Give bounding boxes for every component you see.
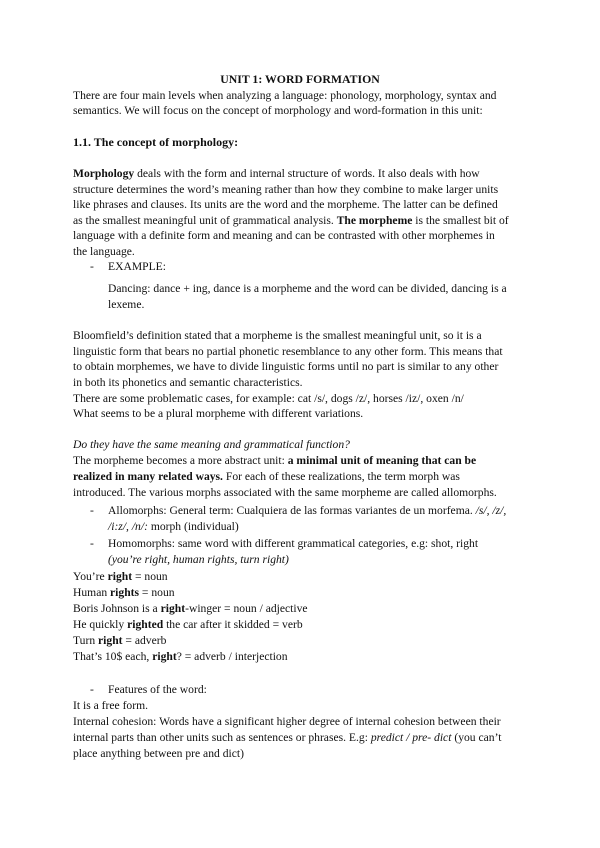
example-line-2: lexeme.	[108, 298, 145, 311]
question: Do they have the same meaning and grammatical function?	[73, 438, 350, 451]
bullet-dash: -	[90, 683, 94, 696]
bullet-dash: -	[90, 504, 94, 517]
morphology-line-6: the language.	[73, 245, 135, 258]
abstract-line-2: realized in many related ways. For each of these realizations, the term morph was	[73, 470, 460, 483]
unit-title: UNIT 1: WORD FORMATION	[220, 72, 380, 86]
morphology-line-2: structure determines the word’s meaning rather than how they combine to make larger units	[73, 183, 499, 196]
bloomfield-line-3: to obtain morphemes, we have to divide linguistic forms until no part is similar to any other	[73, 360, 499, 373]
bullet-dash: -	[90, 537, 94, 550]
features-label: Features of the word:	[108, 683, 207, 696]
right-example: Turn right = adverb	[73, 634, 167, 647]
term-morpheme: The morpheme	[336, 214, 413, 227]
morphology-line-5: language with a definite form and meaning and can be contrasted with other morphemes in	[73, 229, 495, 242]
features-line-3: internal parts than other units such as sentences or phrases. E.g: predict / pre- dict (you can’t	[73, 731, 502, 744]
homomorphs-line-1: Homomorphs: same word with different grammatical categories, e.g: shot, right	[108, 537, 479, 550]
allomorphs-line-2: /i:z/, /n/: morph (individual)	[108, 520, 239, 533]
bloomfield-line-2: linguistic form that bears no partial phonetic resemblance to any other form. This means that	[73, 345, 503, 358]
allomorphs-line-1: Allomorphs: General term: Cualquiera de las formas variantes de un morfema. /s/, /z/,	[108, 504, 507, 517]
features-line-4: place anything between pre and dict)	[73, 747, 244, 760]
term-morphology: Morphology	[73, 167, 135, 180]
bloomfield-line-5: There are some problematic cases, for example: cat /s/, dogs /z/, horses /iz/, oxen /n/	[73, 392, 464, 405]
features-line-1: It is a free form.	[73, 699, 149, 712]
homomorphs-line-2: (you’re right, human rights, turn right)	[108, 553, 289, 566]
bloomfield-line-6: What seems to be a plural morpheme with different variations.	[73, 407, 364, 420]
intro-line-2: semantics. We will focus on the concept of morphology and word-formation in this unit:	[73, 104, 483, 117]
example-line-1: Dancing: dance + ing, dance is a morpheme and the word can be divided, dancing is a	[108, 282, 507, 295]
abstract-line-3: introduced. The various morphs associated with the same morpheme are called allomorphs.	[73, 486, 497, 499]
right-example: He quickly righted the car after it skidded = verb	[73, 618, 303, 631]
morphology-line-4: as the smallest meaningful unit of grammatical analysis. The morpheme is the smallest bit of	[73, 214, 509, 227]
bloomfield-line-4: in both its phonetics and semantic characteristics.	[73, 376, 303, 389]
intro-line-1: There are four main levels when analyzing a language: phonology, morphology, syntax and	[73, 89, 497, 102]
morphology-line-1: Morphology deals with the form and internal structure of words. It also deals with how	[73, 167, 480, 180]
morphology-line-3: like phrases and clauses. Its units are the word and the morpheme. The latter can be defined	[73, 198, 498, 211]
right-example: Boris Johnson is a right-winger = noun / adjective	[73, 602, 308, 615]
right-example: Human rights = noun	[73, 586, 175, 599]
abstract-line-1: The morpheme becomes a more abstract unit: a minimal unit of meaning that can be	[73, 454, 477, 467]
right-example: That’s 10$ each, right? = adverb / interjection	[73, 650, 288, 663]
features-line-2: Internal cohesion: Words have a significant higher degree of internal cohesion between their	[73, 715, 501, 728]
bloomfield-line-1: Bloomfield’s definition stated that a morpheme is the smallest meaningful unit, so it is a	[73, 329, 482, 342]
bullet-dash: -	[90, 260, 94, 273]
example-label: EXAMPLE:	[108, 260, 166, 273]
section-heading: 1.1. The concept of morphology:	[73, 135, 239, 149]
right-example: You’re right = noun	[73, 570, 168, 583]
